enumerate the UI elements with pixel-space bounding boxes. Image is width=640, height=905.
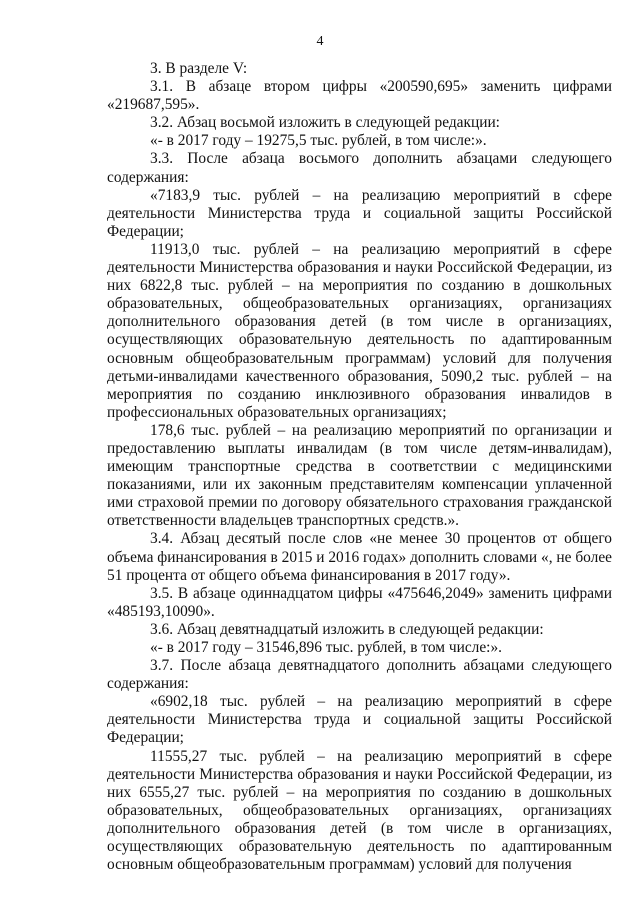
paragraph-3-6: 3.6. Абзац девятнадцатый изложить в следующей редакции: — [150, 620, 544, 638]
paragraph-3-7-item-education: 11555,27 тыс. рублей – на реализацию мероприятий в сфере деятельности Министерства образования и науки Российской Федерации, из них 6555,27 тыс. рублей – на мероприятия по созданию в дошкольных образовательных, общеобразовательных организациях, организациях дополнительного образования детей (в том числе в организациях, осуществляющих образовательную деятельность по адаптированным основным общеобразовательным программам) условий для получения — [107, 747, 612, 874]
paragraph-3-3-item-education: 11913,0 тыс. рублей – на реализацию мероприятий в сфере деятельности Министерства образования и науки Российской Федерации, из них 6822,8 тыс. рублей – на мероприятия по созданию в дошкольных образовательных, общеобразовательных организациях, организациях дополнительного образования детей (в том числе в организациях, осуществляющих образовательную деятельность по адаптированным основным общеобразовательным программам) условий для получения детьми-инвалидами качественного образования, 5090,2 тыс. рублей – на мероприятия по созданию инклюзивного образования инвалидов в профессиональных образовательных организациях; — [107, 240, 612, 421]
paragraph-3-7: 3.7. После абзаца девятнадцатого дополнить абзацами следующего содержания: — [107, 657, 612, 693]
paragraph-3-2-quote: «- в 2017 году – 19275,5 тыс. рублей, в том числе:». — [150, 132, 487, 150]
page-number: 4 — [316, 34, 324, 49]
paragraph-3-5: 3.5. В абзаце одиннадцатом цифры «475646,2049» заменить цифрами «485193,10090». — [107, 584, 612, 620]
paragraph-section-heading: 3. В разделе V: — [150, 60, 248, 77]
paragraph-3-2: 3.2. Абзац восьмой изложить в следующей редакции: — [150, 114, 500, 132]
paragraph-3-6-quote: «- в 2017 году – 31546,896 тыс. рублей, в том числе:». — [150, 639, 502, 656]
document-body — [107, 60, 612, 874]
paragraph-3-3: 3.3. После абзаца восьмого дополнить абзацами следующего содержания: — [107, 150, 612, 186]
paragraph-3-7-item-labor: «6902,18 тыс. рублей – на реализацию мероприятий в сфере деятельности Министерства труда и социальной защиты Российской Федерации; — [107, 693, 612, 747]
paragraph-3-3-item-transport: 178,6 тыс. рублей – на реализацию мероприятий по организации и предоставлению выплаты инвалидам (в том числе детям-инвалидам), имеющим транспортные средства в соответствии с медицинскими показаниями, или их законным представителям компенсации уплаченной ими страховой премии по договору обязательного страхования гражданской ответственности владельцев транспортных средств.». — [107, 421, 612, 530]
paragraph-3-3-item-labor: «7183,9 тыс. рублей – на реализацию мероприятий в сфере деятельности Министерства труда и социальной защиты Российской Федерации; — [107, 186, 612, 240]
paragraph-3-4: 3.4. Абзац десятый после слов «не менее 30 процентов от общего объема финансирования в 2015 и 2016 годах» дополнить словами «, не более 51 процента от общего объема финансирования в 2017 году». — [107, 530, 612, 584]
paragraph-3-1: 3.1. В абзаце втором цифры «200590,695» заменить цифрами «219687,595». — [107, 78, 612, 114]
